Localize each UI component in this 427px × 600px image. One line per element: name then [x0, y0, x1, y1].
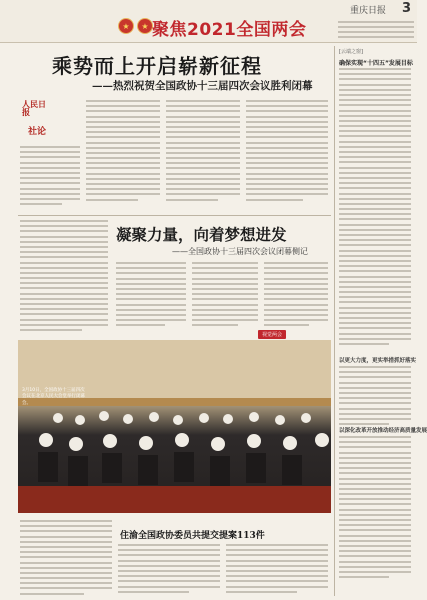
side-text-block-1: [339, 68, 411, 348]
header-emblems: [118, 18, 153, 34]
cppcc-emblem-icon: ★: [137, 18, 153, 34]
photo-caption: 3月10日，全国政协十三届四次会议在北京人民大会堂举行闭幕会。: [22, 388, 85, 406]
section-divider: [18, 215, 331, 216]
commentary-label: 社论: [28, 127, 47, 137]
side-column-label: [云端之窗]: [339, 49, 363, 55]
side-text-block-2: [339, 366, 411, 428]
bottom-text-col-2: [118, 544, 220, 596]
lead-subheadline: ——热烈祝贺全国政协十三届四次会议胜利闭幕: [92, 80, 313, 92]
lead-text-col-1: [20, 146, 80, 208]
paper-name: 重庆日报: [350, 6, 387, 16]
side-column-title: 确保实现“十四五”发展目标: [339, 60, 413, 67]
national-emblem-icon: ★: [118, 18, 134, 34]
header-meta-lines: [338, 18, 414, 41]
lead-text-col-4: [246, 100, 328, 204]
page-number: 3: [402, 1, 412, 16]
side-subheading-2: 以深化改革开放推动经济高质量发展: [339, 428, 427, 434]
second-subheadline: ——全国政协十三届四次会议闭幕侧记: [172, 247, 308, 256]
bottom-headline: 住渝全国政协委员共提交提案113件: [120, 531, 265, 541]
bottom-text-col-3: [226, 544, 328, 596]
second-headline: 凝聚力量，向着梦想进发: [116, 225, 287, 244]
photo-illustration: [18, 340, 331, 513]
session-photo: [18, 340, 331, 513]
photo-section-tag: 视觉两会: [258, 330, 286, 339]
bottom-text-col-1: [20, 520, 112, 598]
lead-headline: 乘势而上开启崭新征程: [52, 54, 262, 78]
side-subheading-1: 以更大力度，更实举措抓好落实: [339, 358, 417, 364]
second-text-col-1: [20, 220, 108, 334]
section-banner-title: 聚焦2021全国两会: [152, 20, 307, 40]
commentary-brand: 人民日报: [22, 99, 46, 117]
second-text-col-4: [264, 262, 328, 329]
lead-text-col-2: [86, 100, 160, 204]
second-text-col-3: [192, 262, 258, 329]
side-text-block-3: [339, 436, 411, 581]
lead-text-col-3: [166, 100, 240, 204]
second-text-col-2: [116, 262, 186, 329]
